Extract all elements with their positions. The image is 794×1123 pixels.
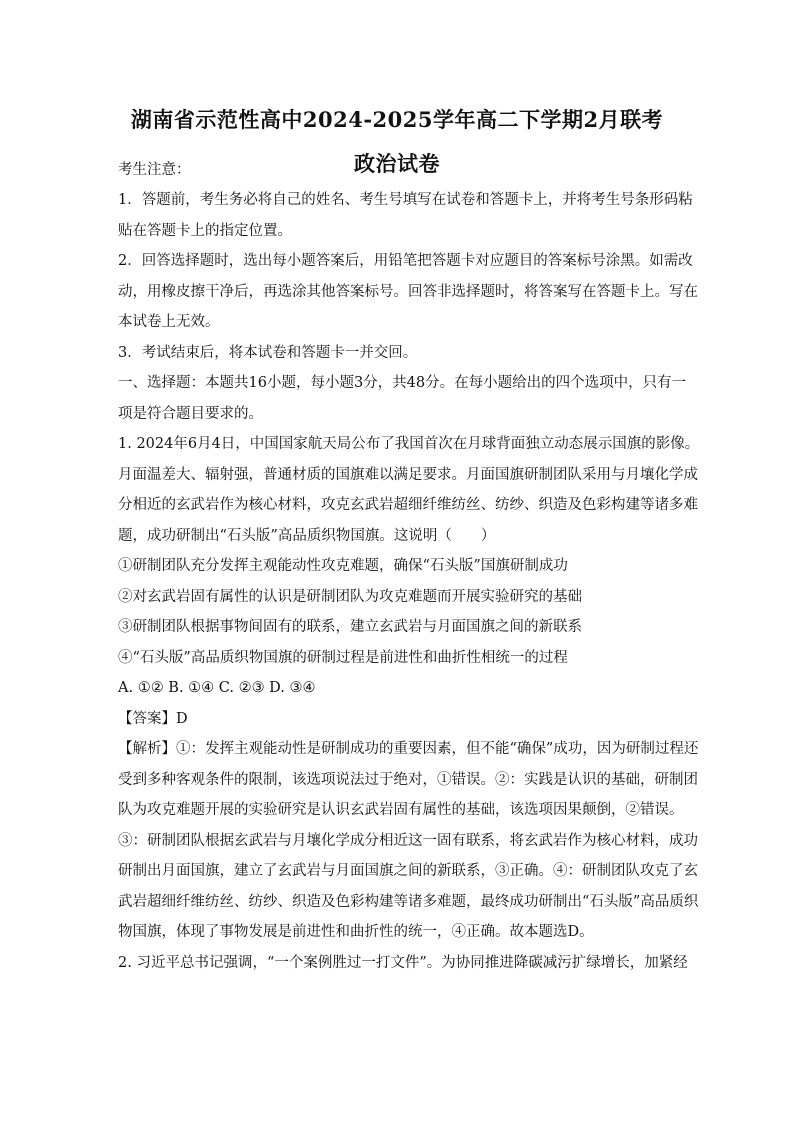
question-1-statement-1: ①研制团队充分发挥主观能动性攻克难题，确保“石头版”国旗研制成功 [118,558,568,574]
notice-item-2: 2．回答选择题时，选出每小题答案后，用铅笔把答题卡对应题目的答案标号涂黑。如需改 [118,253,693,269]
question-1-choices: A. ①② B. ①④ C. ②③ D. ③④ [118,680,316,696]
question-1-stem-cont3: 题，成功研制出“石头版”高品质织物国旗。这说明（ ） [118,528,496,544]
question-1-explanation-cont: 受到多种客观条件的限制，该选项说法过于绝对，①错误。②：实践是认识的基础，研制团 [118,772,698,788]
exam-subject-title: 政治试卷 [354,151,440,176]
question-1-statement-4: ④“石头版”高品质织物国旗的研制过程是前进性和曲折性相统一的过程 [118,650,568,666]
notice-item-2-cont2: 本试卷上无效。 [118,314,220,330]
question-1-stem-cont: 月面温差大、辐射强，普通材质的国旗难以满足要求。月面国旗研制团队采用与月壤化学成 [118,467,698,483]
section-heading: 一、选择题：本题共16小题，每小题3分，共48分。在每小题给出的四个选项中，只有一 [118,375,687,391]
question-1-explanation-cont6: 物国旗，体现了事物发展是前进性和曲折性的统一，④正确。故本题选D。 [118,924,594,940]
question-1-explanation: 【解析】①：发挥主观能动性是研制成功的重要因素，但不能“确保”成功，因为研制过程还 [118,741,699,757]
notice-item-2-cont: 动，用橡皮擦干净后，再选涂其他答案标号。回答非选择题时，将答案写在答题卡上。写在 [118,284,698,300]
question-1-explanation-cont3: ③：研制团队根据玄武岩与月壤化学成分相近这一固有联系，将玄武岩作为核心材料，成功 [118,833,698,849]
question-1-statement-3: ③研制团队根据事物间固有的联系，建立玄武岩与月面国旗之间的新联系 [118,619,582,635]
question-1-explanation-cont5: 武岩超细纤维纺丝、纺纱、织造及色彩构建等诸多难题，最终成功研制出“石头版”高品质织 [118,894,699,910]
notice-item-3: 3．考试结束后，将本试卷和答题卡一并交回。 [118,345,418,361]
question-1-answer: 【答案】D [118,711,188,727]
section-heading-cont: 项是符合题目要求的。 [118,406,263,422]
notice-item-1-cont: 贴在答题卡上的指定位置。 [118,223,292,239]
notice-heading: 考生注意： [118,162,191,178]
question-2-stem: 2. 习近平总书记强调，“一个案例胜过一打文件”。为协同推进降碳减污扩绿增长，加紧经 [118,955,688,971]
notice-item-1: 1．答题前，考生务必将自己的姓名、考生号填写在试卷和答题卡上，并将考生号条形码粘 [118,192,693,208]
exam-title: 湖南省示范性高中2024-2025学年高二下学期2月联考 [130,107,664,132]
question-1-statement-2: ②对玄武岩固有属性的认识是研制团队为攻克难题而开展实验研究的基础 [118,589,582,605]
question-1-explanation-cont4: 研制出月面国旗，建立了玄武岩与月面国旗之间的新联系，③正确。④：研制团队攻克了玄 [118,863,698,879]
question-1-stem-cont2: 分相近的玄武岩作为核心材料，攻克玄武岩超细纤维纺丝、纺纱、织造及色彩构建等诸多难 [118,497,698,513]
question-1-explanation-cont2: 队为攻克难题开展的实验研究是认识玄武岩固有属性的基础，该选项因果颠倒，②错误。 [118,802,684,818]
question-1-stem: 1. 2024年6月4日，中国国家航天局公布了我国首次在月球背面独立动态展示国旗的影像。 [118,436,700,452]
